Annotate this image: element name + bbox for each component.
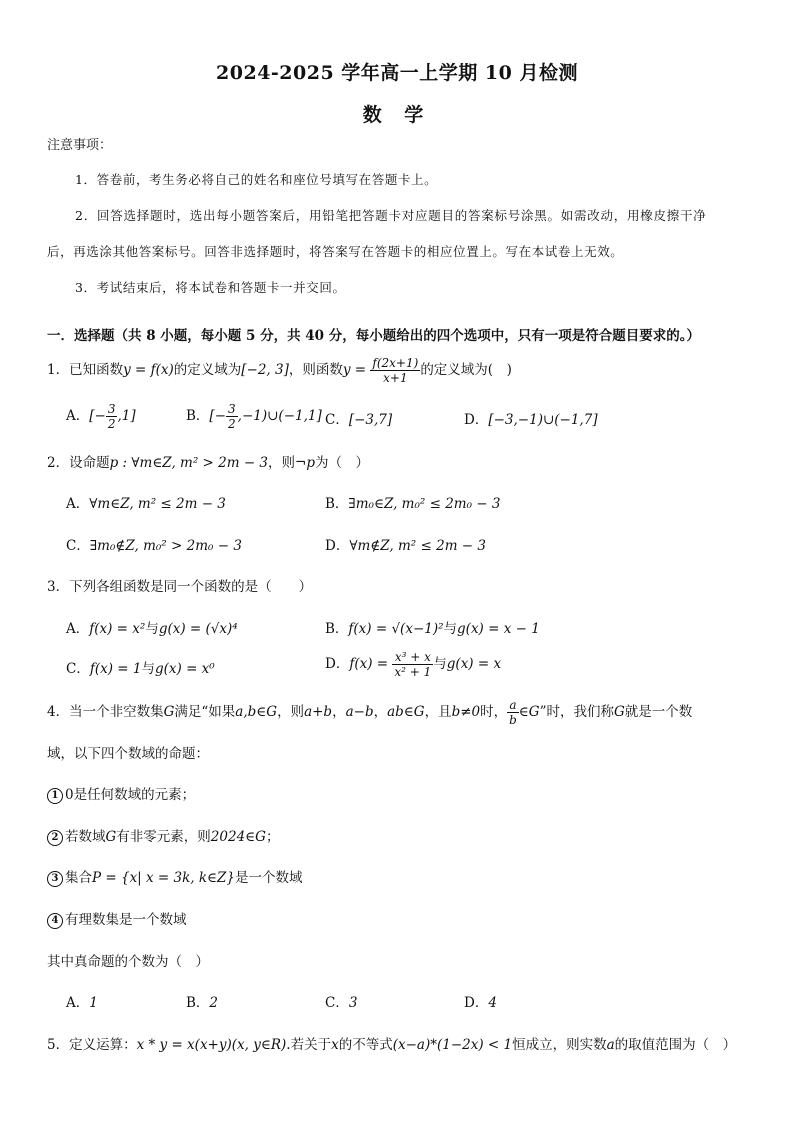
q3-option-c[interactable] <box>66 657 215 677</box>
q2-option-c-text: ∃m₀∉Z, m₀² > 2m₀ − 3 <box>89 538 242 554</box>
q4-statement-4-text: 有理数集是一个数域 <box>65 912 187 928</box>
question-4-line-2: 域，以下四个数域的命题： <box>47 746 209 762</box>
q4-pre: 4．当一个非空数集 <box>47 704 164 720</box>
q4-a-plus-b: a+b <box>304 704 333 720</box>
q4-option-b-text: 2 <box>209 995 219 1011</box>
q3-option-a-with: 与 <box>145 621 159 637</box>
q2-option-a-text: ∀m∈Z, m² ≤ 2m − 3 <box>89 496 226 512</box>
q4-statement-2 <box>47 825 279 846</box>
q3-option-c-label: C． <box>66 661 90 677</box>
q3-option-b-g: g(x) = x − 1 <box>457 621 540 637</box>
circled-number-2: 2 <box>47 830 63 846</box>
q1-prefix: 1．已知函数 <box>47 362 124 378</box>
q1-fraction <box>370 356 420 385</box>
q2-negation: ¬p <box>295 455 315 471</box>
q2-option-d-label: D． <box>325 538 350 554</box>
q3-option-d-num: x³ + x <box>392 650 433 665</box>
q1-option-d[interactable] <box>464 408 598 428</box>
q2-stem-mid: ，则 <box>268 455 296 471</box>
q1-option-d-text: [−3,−1)∪(−1,7] <box>488 412 598 428</box>
q4-frac-den: b <box>509 713 517 727</box>
q1-mid2: ，则函数 <box>288 362 343 378</box>
question-3-stem: 3．下列各组函数是同一个函数的是（ ） <box>47 579 313 595</box>
q4-statement-2-math: 2024∈G <box>210 829 266 845</box>
q3-option-a-g: g(x) = (√x)⁴ <box>158 621 238 637</box>
q4-frac-num: a <box>507 698 519 713</box>
q5-pre: 5．定义运算： <box>47 1037 137 1053</box>
q1-option-b[interactable] <box>186 402 322 431</box>
q3-option-d-frac <box>392 650 433 679</box>
q5-mid3: 恒成立，则实数 <box>512 1037 607 1053</box>
q1-option-a-post: ,1] <box>117 408 136 424</box>
q2-stem-post: 为（ ） <box>314 455 369 471</box>
q4-ask: 其中真命题的个数为（ ） <box>47 954 209 970</box>
exam-title: 2024-2025 学年高一上学期 10 月检测 <box>216 62 578 84</box>
q1-option-b-num: 3 <box>228 402 236 416</box>
q3-option-d-f: f(x) = <box>349 656 389 672</box>
q4-sep-1: ， <box>332 704 346 720</box>
q4-set-g: G <box>163 704 175 720</box>
q1-option-b-label: B． <box>186 408 210 424</box>
q2-option-b[interactable] <box>325 492 500 512</box>
q1-option-a-pre: [− <box>89 408 106 424</box>
q4-statement-4 <box>47 908 187 929</box>
q2-option-b-text: ∃m₀∈Z, m₀² ≤ 2m₀ − 3 <box>348 496 501 512</box>
q3-option-b-f: f(x) = √(x−1)² <box>348 621 444 637</box>
q4-option-b[interactable] <box>186 991 218 1011</box>
q5-var-a: a <box>606 1037 615 1053</box>
q5-inequality: (x−a)*(1−2x) < 1 <box>392 1037 513 1053</box>
q4-statement-2-pre: 若数域 <box>65 829 106 845</box>
q4-option-a[interactable] <box>66 991 98 1011</box>
circled-number-3: 3 <box>47 871 63 887</box>
q4-option-c-label: C． <box>325 995 349 1011</box>
notice-item-1: 1．答卷前，考生务必将自己的姓名和座位号填写在答题卡上。 <box>75 172 438 187</box>
q1-mid: 的定义域为 <box>173 362 242 378</box>
q4-option-b-label: B． <box>186 995 210 1011</box>
q1-option-c-text: [−3,7] <box>348 412 393 428</box>
q3-option-d-label: D． <box>325 656 350 672</box>
q2-option-d[interactable] <box>325 534 486 554</box>
q4-text-d: 时， <box>480 704 508 720</box>
q4-text-a: 满足“如果 <box>174 704 236 720</box>
q4-statement-2-g: G <box>105 829 117 845</box>
q5-post: 的取值范围为（ ） <box>614 1037 737 1053</box>
q5-mid2: 的不等式 <box>338 1037 393 1053</box>
q3-option-d-den: x² + 1 <box>394 665 432 679</box>
q4-set-g-2: G <box>613 704 625 720</box>
q4-option-a-label: A． <box>66 995 90 1011</box>
q3-option-a[interactable] <box>66 617 238 637</box>
q3-option-d[interactable] <box>325 650 501 679</box>
notice-item-2-line-2: 后，再选涂其他答案标号。回答非选择题时，将答案写在答题卡的相应位置上。写在本试卷上无效。 <box>47 244 624 259</box>
question-2-stem <box>47 451 369 471</box>
q2-option-d-text: ∀m∉Z, m² ≤ 2m − 3 <box>349 538 486 554</box>
q1-option-b-frac <box>226 402 238 431</box>
q5-definition: x * y = x(x+y)(x, y∈R) <box>136 1037 287 1053</box>
q2-option-c[interactable] <box>66 534 242 554</box>
q1-option-b-den: 2 <box>228 417 236 431</box>
q1-suffix: 的定义域为( ) <box>420 362 512 378</box>
q4-statement-1-text: 0是任何数域的元素； <box>65 787 196 803</box>
q2-option-a-label: A． <box>66 496 90 512</box>
q1-option-d-label: D． <box>464 412 489 428</box>
question-4-line-1 <box>47 698 692 727</box>
q4-option-a-text: 1 <box>89 995 98 1011</box>
q1-option-b-post: ,−1)∪(−1,1] <box>237 408 322 424</box>
q4-option-c-text: 3 <box>348 995 358 1011</box>
q4-statement-3 <box>47 866 303 887</box>
q4-b-nonzero: b≠0 <box>451 704 481 720</box>
q3-option-b-with: 与 <box>443 621 458 637</box>
q2-proposition: p : ∀m∈Z, m² > 2m − 3 <box>109 455 269 471</box>
q1-option-a[interactable] <box>66 402 136 431</box>
q1-option-c-label: C． <box>325 412 349 428</box>
q4-statement-3-math: P = {x| x = 3k, k∈Z} <box>92 870 236 886</box>
notice-item-2-line-1: 2．回答选择题时，选出每小题答案后，用铅笔把答题卡对应题目的答案标号涂黑。如需改动，用橡皮擦干净 <box>75 208 707 223</box>
q4-a-minus-b: a−b <box>345 704 374 720</box>
q2-stem-pre: 2．设命题 <box>47 455 110 471</box>
q4-option-d[interactable] <box>464 991 497 1011</box>
q4-text-f: 就是一个数 <box>624 704 693 720</box>
notice-item-3: 3．考试结束后，将本试卷和答题卡一并交回。 <box>75 280 346 295</box>
circled-number-4: 4 <box>47 913 63 929</box>
notice-heading: 注意事项： <box>47 138 113 153</box>
q2-option-c-label: C． <box>66 538 90 554</box>
q5-mid: .若关于 <box>286 1037 332 1053</box>
q3-option-b-label: B． <box>325 621 349 637</box>
q4-in-g: ∈G <box>518 704 540 720</box>
q4-text-b: ，则 <box>277 704 305 720</box>
q4-statement-3-post: 是一个数域 <box>235 870 303 886</box>
q1-option-c[interactable] <box>325 408 392 428</box>
q4-option-d-label: D． <box>464 995 489 1011</box>
q1-option-a-den: 2 <box>107 417 116 431</box>
q1-domain: [−2, 3] <box>241 362 289 378</box>
q5-var-x: x <box>331 1037 339 1053</box>
q1-frac-num: f(2x+1) <box>372 356 419 370</box>
q4-ab-in-g: a,b∈G <box>235 704 278 720</box>
q2-option-a[interactable] <box>66 492 226 512</box>
q4-option-d-text: 4 <box>488 995 497 1011</box>
q1-option-a-label: A． <box>66 408 90 424</box>
q3-option-b[interactable] <box>325 617 540 637</box>
q4-statement-2-mid: 有非零元素，则 <box>116 829 211 845</box>
q3-option-a-label: A． <box>66 621 90 637</box>
q4-option-c[interactable] <box>325 991 357 1011</box>
q4-statement-3-pre: 集合 <box>65 870 92 886</box>
q1-func: y = f(x) <box>123 362 174 378</box>
q4-sep-2: ， <box>373 704 388 720</box>
q4-fraction <box>507 698 519 727</box>
question-5-stem <box>47 1033 736 1053</box>
q3-option-c-with: 与 <box>141 661 155 677</box>
q4-statement-1 <box>47 783 195 804</box>
q3-option-c-f: f(x) = 1 <box>89 661 142 677</box>
section-1-heading: 一．选择题（共 8 小题，每小题 5 分，共 40 分，每小题给出的四个选项中，只有一项是符合题目要求的。） <box>47 328 701 344</box>
q3-option-a-f: f(x) = x² <box>89 621 146 637</box>
q1-y-eq: y = <box>342 362 367 378</box>
circled-number-1: 1 <box>47 788 63 804</box>
q1-option-b-pre: [− <box>209 408 227 424</box>
q2-option-b-label: B． <box>325 496 349 512</box>
q3-option-d-g: g(x) = x <box>446 656 502 672</box>
question-1-stem <box>47 356 512 385</box>
q4-product-in-g: ab∈G <box>387 704 425 720</box>
q1-option-a-frac <box>106 402 118 431</box>
q4-statement-2-post: ； <box>265 829 280 845</box>
q4-text-e: ”时，我们称 <box>539 704 614 720</box>
q1-option-a-num: 3 <box>107 402 116 416</box>
q3-option-c-g: g(x) = x⁰ <box>154 661 215 677</box>
q3-option-d-with: 与 <box>433 656 447 672</box>
q1-frac-den: x+1 <box>383 371 408 385</box>
q4-text-c: ，且 <box>424 704 452 720</box>
subject-title: 数 学 <box>362 104 432 126</box>
